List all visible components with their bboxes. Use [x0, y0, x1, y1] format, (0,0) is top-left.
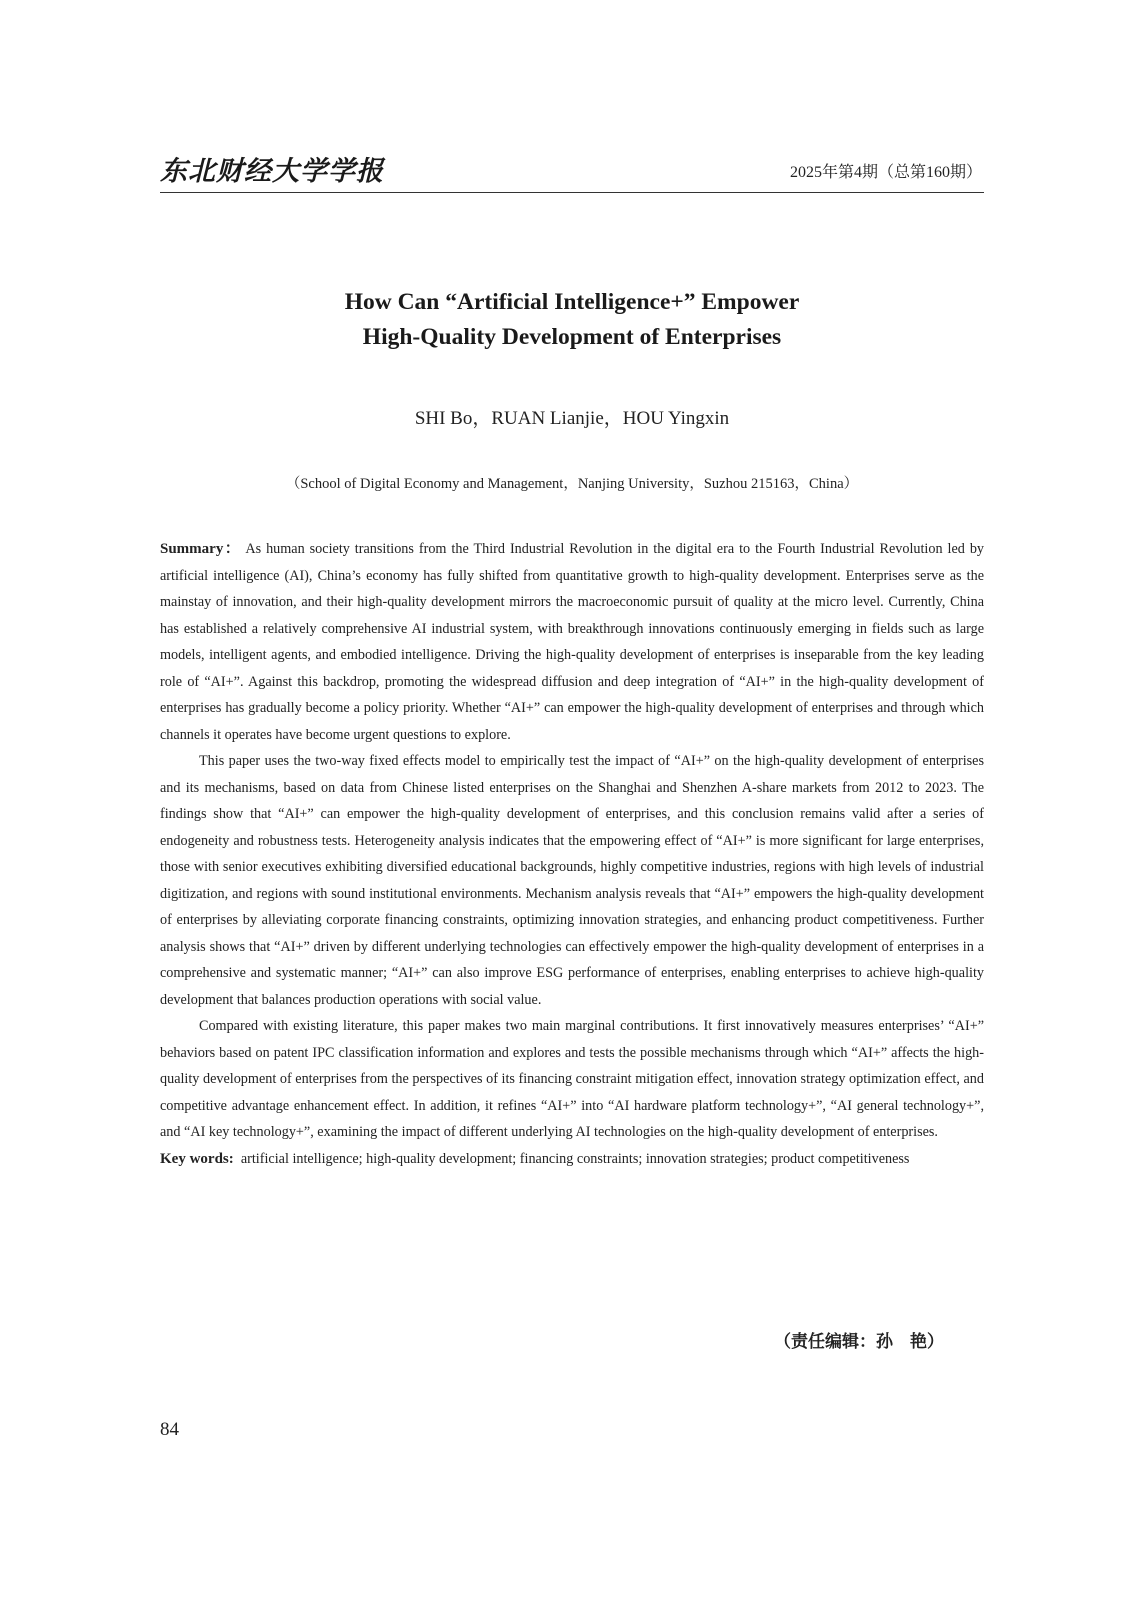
title-line-2: High-Quality Development of Enterprises: [362, 324, 782, 350]
keywords: [160, 1146, 984, 1173]
issue-info: 2025年第4期（总第160期）: [789, 164, 982, 181]
summary-text-1: As human society transitions from the Third Industrial Revolution in the digital era to the Fourth Industrial Revolution led by artificial intelligence (AI), China’s economy has fully shifted from quantitative growth to high-quality development. Enterprises serve as the mainstay of innovation, and their high-quality development mirrors the macroeconomic pursuit of quality at the micro level. Currently, China has established a relatively comprehensive AI industrial system, with breakthrough innovations continuously emerging in fields such as large models, intelligent agents, and embodied intelligence. Driving the high-quality development of enterprises is inseparable from the key leading role of “AI+”. Against this backdrop, promoting the widespread diffusion and deep integration of “AI+” in the high-quality development of enterprises has gradually become a policy priority. Whether “AI+” can empower the high-quality development of enterprises and through which channels it operates have become urgent questions to explore.: [160, 541, 985, 743]
summary-paragraph-2: This paper uses the two-way fixed effects model to empirically test the impact of “AI+” on the high-quality development of enterprises and its mechanisms, based on data from Chinese listed enterprises on the Shanghai and Shenzhen A-share markets from 2012 to 2023. The findings show that “AI+” can empower the high-quality development of enterprises, and this conclusion remains valid after a series of endogeneity and robustness tests. Heterogeneity analysis indicates that the empowering effect of “AI+” is more significant for large enterprises, those with senior executives exhibiting diversified educational backgrounds, highly competitive industries, regions with high levels of industrial digitization, and regions with sound institutional environments. Mechanism analysis reveals that “AI+” empowers the high-quality development of enterprises by alleviating corporate financing constraints, optimizing innovation strategies, and enhancing product competitiveness. Further analysis shows that “AI+” driven by different underlying technologies can effectively empower the high-quality development of enterprises in a comprehensive and systematic manner; “AI+” can also improve ESG performance of enterprises, enabling enterprises to achieve high-quality development that balances production operations with social value.: [160, 753, 984, 1008]
summary-label: Summary：: [160, 541, 242, 557]
abstract: [160, 536, 984, 1172]
journal-name: 东北财经大学学报: [160, 156, 384, 187]
article-title: [160, 285, 984, 355]
title-line-1: How Can “Artificial Intelligence+” Empower: [344, 289, 800, 315]
responsible-editor: （责任编辑：孙 艳）: [774, 1332, 944, 1352]
summary-paragraph-1: [160, 536, 984, 748]
authors: SHI Bo，RUAN Lianjie，HOU Yingxin: [414, 408, 730, 429]
affiliation: （School of Digital Economy and Management，Nanjing University，Suzhou 215163，China）: [285, 476, 859, 492]
keywords-label: Key words:: [160, 1150, 234, 1167]
summary-paragraph-3: Compared with existing literature, this paper makes two main marginal contributions. It first innovatively measures enterprises’ “AI+” behaviors based on patent IPC classification information and explores and tests the possible mechanisms through which “AI+” affects the high-quality development of enterprises from the perspectives of its financing constraint mitigation effect, innovation strategy optimization effect, and competitive advantage enhancement effect. In addition, it refines “AI+” into “AI hardware platform technology+”, “AI general technology+”, and “AI key technology+”, examining the impact of different underlying AI technologies on the high-quality development of enterprises.: [160, 1018, 984, 1140]
journal-header: [160, 150, 984, 193]
keywords-text: artificial intelligence; high-quality development; financing constraints; innovation strategies; product competitiveness: [240, 1150, 910, 1167]
page-number: 84: [160, 1419, 179, 1440]
